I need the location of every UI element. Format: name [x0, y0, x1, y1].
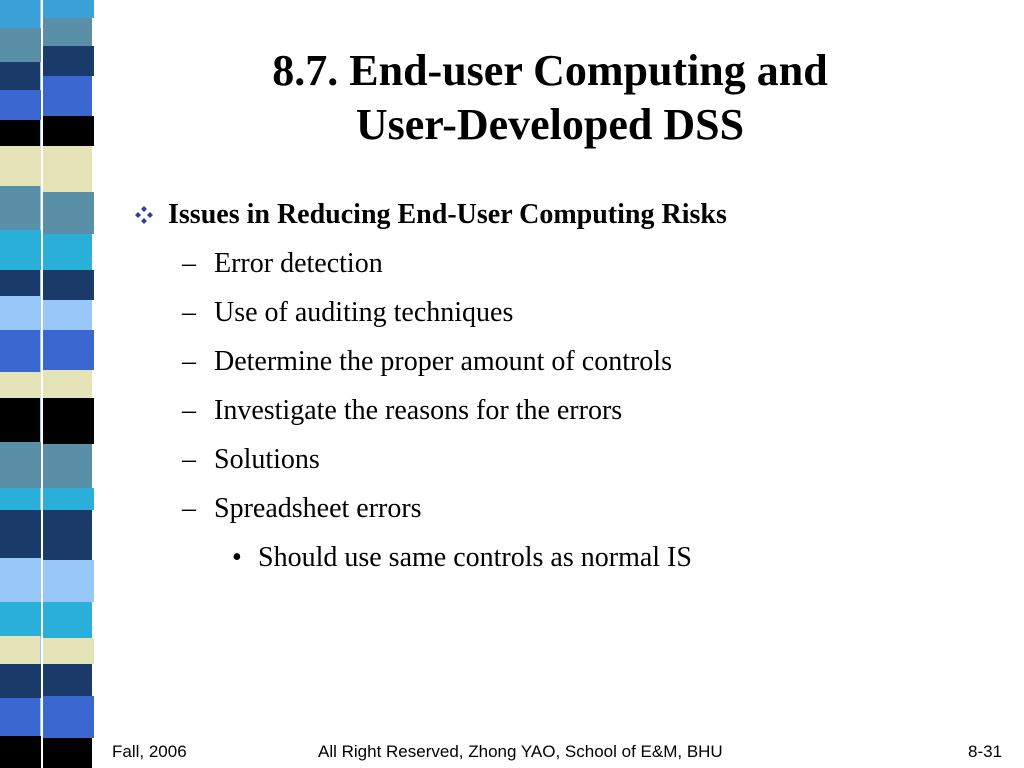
title-line-1: 8.7. End-user Computing and	[272, 46, 828, 95]
footer-copyright: All Right Reserved, Zhong YAO, School of E&M, BHU	[318, 742, 723, 761]
dot-marker: •	[232, 542, 242, 573]
sub-bullet-text: Use of auditing techniques	[214, 297, 514, 328]
sub-bullet-error-detection	[130, 244, 990, 284]
sub-sub-bullet-text: Should use same controls as normal IS	[258, 542, 692, 573]
dash-marker: –	[182, 297, 196, 328]
dash-marker: –	[182, 444, 196, 475]
bullet-level-1-text: Issues in Reducing End-User Computing Risks	[168, 199, 727, 230]
slide-title	[110, 44, 990, 152]
decorative-stripe	[0, 0, 120, 768]
sub-bullet-auditing	[130, 293, 990, 333]
dash-marker: –	[182, 248, 196, 279]
sub-bullet-spreadsheet	[130, 489, 990, 529]
sub-bullet-text: Spreadsheet errors	[214, 493, 422, 524]
footer-date: Fall, 2006	[112, 742, 187, 761]
slide-body	[130, 195, 990, 578]
bullet-level-1	[130, 195, 990, 235]
title-line-2: User-Developed DSS	[355, 100, 745, 149]
sub-bullet-reasons	[130, 391, 990, 431]
sub-sub-bullet	[130, 538, 990, 578]
four-diamond-bullet-icon	[134, 205, 154, 225]
dash-marker: –	[182, 346, 196, 377]
sub-bullet-controls	[130, 342, 990, 382]
sub-bullet-text: Investigate the reasons for the errors	[214, 395, 623, 426]
sub-bullet-text: Error detection	[214, 248, 383, 279]
dash-marker: –	[182, 395, 196, 426]
dash-marker: –	[182, 493, 196, 524]
sub-bullet-text: Solutions	[214, 444, 320, 475]
sub-bullet-solutions	[130, 440, 990, 480]
sub-bullet-text: Determine the proper amount of controls	[214, 346, 672, 377]
footer-page-number: 8-31	[968, 742, 1003, 761]
